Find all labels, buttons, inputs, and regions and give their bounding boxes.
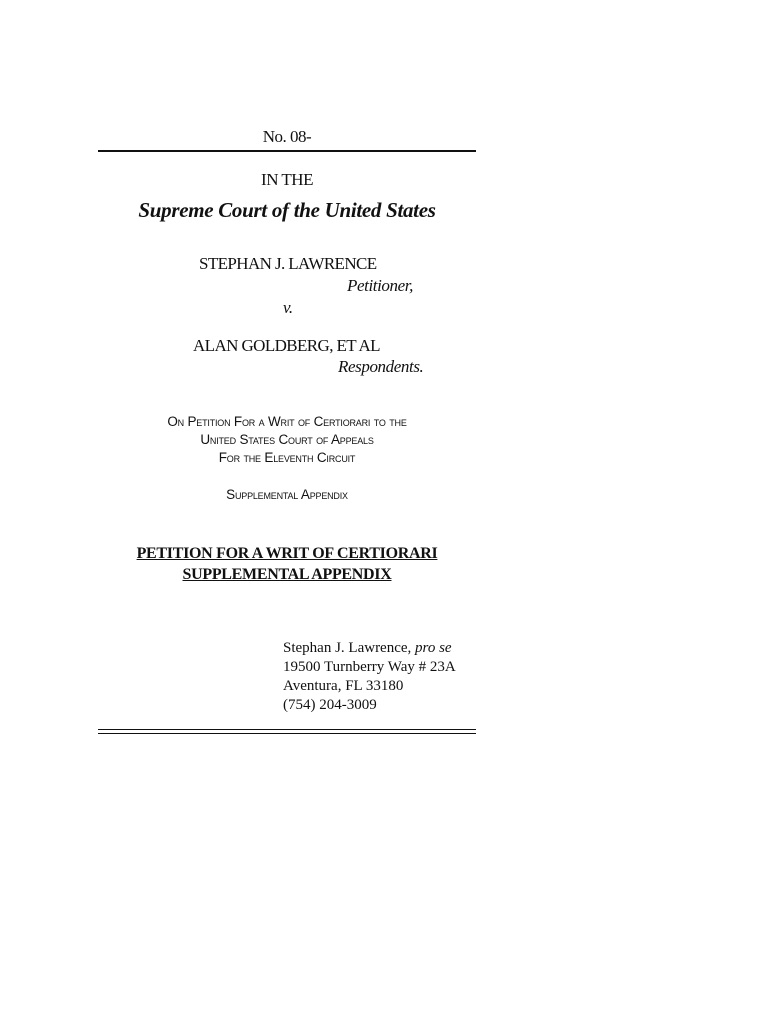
petition-caption-line-3: For the Eleventh Circuit xyxy=(218,450,356,465)
court-name: Supreme Court of the United States xyxy=(138,198,436,222)
bottom-rule-lower xyxy=(98,733,476,734)
document-title-line-2: SUPPLEMENTAL APPENDIX xyxy=(182,566,392,583)
top-rule xyxy=(98,150,476,152)
petitioner-role: Petitioner, xyxy=(347,276,413,295)
contact-name-line xyxy=(283,639,456,658)
bottom-rule-upper xyxy=(98,729,476,730)
in-the-label: IN THE xyxy=(261,170,313,189)
pro-se-label: pro se xyxy=(415,640,452,656)
contact-phone: (754) 204-3009 xyxy=(283,697,377,713)
document-title-line-1: PETITION FOR A WRIT OF CERTIORARI xyxy=(136,545,438,562)
contact-name: Stephan J. Lawrence, xyxy=(283,640,416,656)
contact-address-1: 19500 Turnberry Way # 23A xyxy=(283,659,456,675)
contact-address-2: Aventura, FL 33180 xyxy=(283,678,404,694)
petition-caption-line-1: On Petition For a Writ of Certiorari to the xyxy=(167,414,407,429)
contact-block xyxy=(283,639,456,715)
versus-label: v. xyxy=(283,298,293,317)
supplemental-appendix-caption: Supplemental Appendix xyxy=(226,487,348,502)
respondent-role: Respondents. xyxy=(338,357,424,376)
petition-caption-line-2: United States Court of Appeals xyxy=(200,432,374,447)
respondent-name: ALAN GOLDBERG, ET AL xyxy=(193,336,380,355)
petitioner-name: STEPHAN J. LAWRENCE xyxy=(199,254,377,273)
docket-number: No. 08- xyxy=(262,127,312,146)
